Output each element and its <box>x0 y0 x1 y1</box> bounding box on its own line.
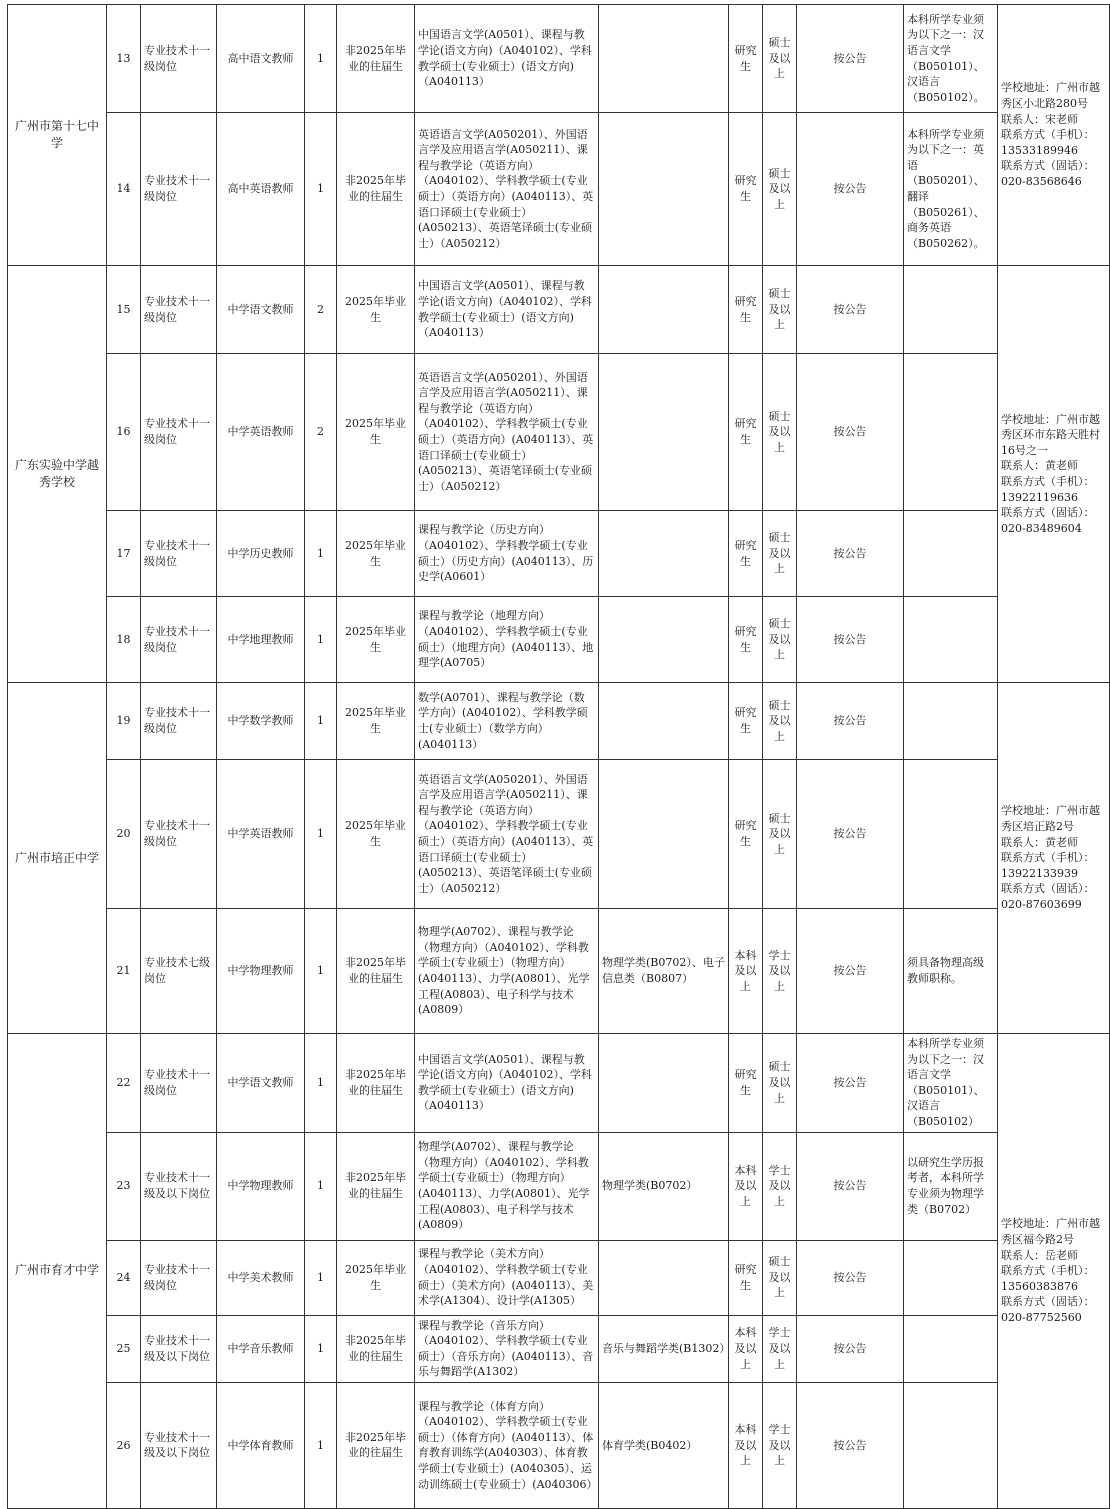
target-applicants: 非2025年毕业的往届生 <box>337 1315 415 1382</box>
school-contact-info: 学校地址：广州市越秀区福今路2号 联系人：岳老师 联系方式（手机）：13560383876 联系方式（固话）：020-87752560 <box>998 1034 1110 1509</box>
position-level: 专业技术十一级岗位 <box>141 266 217 354</box>
position-level: 专业技术十一级岗位 <box>141 113 217 266</box>
education-requirement: 研究生 <box>729 266 763 354</box>
hiring-count: 1 <box>305 1240 337 1315</box>
education-requirement: 研究生 <box>729 113 763 266</box>
other-requirement: 按公告 <box>797 683 904 760</box>
undergraduate-major-requirement: 物理学类(B0702）、电子信息类（B0807） <box>599 909 729 1034</box>
position-name: 高中语文教师 <box>217 5 305 113</box>
position-level: 专业技术十一级及以下岗位 <box>141 1315 217 1382</box>
remarks: 须具备物理高级教师职称。 <box>904 909 998 1034</box>
undergraduate-major-requirement: 音乐与舞蹈学类(B1302） <box>599 1315 729 1382</box>
other-requirement: 按公告 <box>797 1382 904 1508</box>
undergraduate-major-requirement: 体育学类(B0402） <box>599 1382 729 1508</box>
position-level: 专业技术十一级及以下岗位 <box>141 1132 217 1240</box>
other-requirement: 按公告 <box>797 1132 904 1240</box>
undergraduate-major-requirement <box>599 113 729 266</box>
position-level: 专业技术十一级岗位 <box>141 1240 217 1315</box>
undergraduate-major-requirement <box>599 354 729 511</box>
table-row <box>8 760 1110 909</box>
position-name: 中学数学教师 <box>217 683 305 760</box>
position-name: 中学语文教师 <box>217 1034 305 1133</box>
remarks: 以研究生学历报考者，本科所学专业须为物理学类（B0702） <box>904 1132 998 1240</box>
degree-requirement: 硕士及以上 <box>763 760 797 909</box>
undergraduate-major-requirement <box>599 760 729 909</box>
other-requirement: 按公告 <box>797 1315 904 1382</box>
graduate-major-requirement: 中国语言文学(A0501）、课程与教学论(语文方向)（A040102）、学科教学硕士(专业硕士）(语文方向)（A040113） <box>415 5 599 113</box>
recruitment-table <box>7 4 1110 1509</box>
graduate-major-requirement: 英语语言文学(A050201）、外国语言学及应用语言学(A050211）、课程与教学论（英语方向）（A040102）、学科教学硕士(专业硕士）（英语方向）(A040113）、英语口译硕士(专业硕士）(A050213）、英语笔译硕士(专业硕士）（A050212） <box>415 113 599 266</box>
row-number: 17 <box>107 511 141 597</box>
graduate-major-requirement: 课程与教学论（美术方向）（A040102）、学科教学硕士(专业硕士）（美术方向）(A040113）、美术学(A1304）、设计学(A1305） <box>415 1240 599 1315</box>
degree-requirement: 学士及以上 <box>763 909 797 1034</box>
table-row <box>8 354 1110 511</box>
table-row <box>8 1382 1110 1508</box>
degree-requirement: 硕士及以上 <box>763 5 797 113</box>
undergraduate-major-requirement <box>599 597 729 683</box>
graduate-major-requirement: 物理学(A0702）、课程与教学论（物理方向）（A040102）、学科教学硕士(专业硕士）（物理方向）(A040113）、力学(A0801）、光学工程(A0803）、电子科学与技术(A0809） <box>415 909 599 1034</box>
graduate-major-requirement: 数学(A0701）、课程与教学论（数学方向）(A040102）、学科教学硕士(专业硕士）（数学方向）(A040113） <box>415 683 599 760</box>
hiring-count: 1 <box>305 511 337 597</box>
row-number: 18 <box>107 597 141 683</box>
position-level: 专业技术十一级及以下岗位 <box>141 1382 217 1508</box>
graduate-major-requirement: 课程与教学论（地理方向）（A040102）、学科教学硕士(专业硕士）（地理方向）(A040113）、地理学(A0705） <box>415 597 599 683</box>
degree-requirement: 学士及以上 <box>763 1132 797 1240</box>
table-row <box>8 511 1110 597</box>
hiring-count: 1 <box>305 909 337 1034</box>
table-row <box>8 597 1110 683</box>
remarks <box>904 354 998 511</box>
graduate-major-requirement: 课程与教学论（音乐方向）（A040102）、学科教学硕士(专业硕士）（音乐方向）(A040113）、音乐与舞蹈学(A1302） <box>415 1315 599 1382</box>
table-row <box>8 266 1110 354</box>
school-name: 广州市第十七中学 <box>8 5 107 266</box>
other-requirement: 按公告 <box>797 113 904 266</box>
school-contact-info: 学校地址：广州市越秀区环市东路天胜村16号之一 联系人：黄老师 联系方式（手机）：13922119636 联系方式（固话）：020-83489604 <box>998 266 1110 683</box>
hiring-count: 1 <box>305 5 337 113</box>
position-level: 专业技术十一级岗位 <box>141 683 217 760</box>
other-requirement: 按公告 <box>797 909 904 1034</box>
graduate-major-requirement: 中国语言文学(A0501）、课程与教学论(语文方向)（A040102）、学科教学硕士(专业硕士）(语文方向)（A040113） <box>415 266 599 354</box>
school-name: 广东实验中学越秀学校 <box>8 266 107 683</box>
hiring-count: 1 <box>305 1132 337 1240</box>
target-applicants: 非2025年毕业的往届生 <box>337 5 415 113</box>
education-requirement: 本科及以上 <box>729 1132 763 1240</box>
undergraduate-major-requirement <box>599 5 729 113</box>
education-requirement: 本科及以上 <box>729 909 763 1034</box>
row-number: 19 <box>107 683 141 760</box>
undergraduate-major-requirement <box>599 1034 729 1133</box>
position-level: 专业技术十一级岗位 <box>141 1034 217 1133</box>
hiring-count: 1 <box>305 1382 337 1508</box>
education-requirement: 本科及以上 <box>729 1315 763 1382</box>
remarks <box>904 1315 998 1382</box>
target-applicants: 2025年毕业生 <box>337 760 415 909</box>
target-applicants: 非2025年毕业的往届生 <box>337 1132 415 1240</box>
hiring-count: 2 <box>305 266 337 354</box>
other-requirement: 按公告 <box>797 597 904 683</box>
other-requirement: 按公告 <box>797 266 904 354</box>
position-level: 专业技术十一级岗位 <box>141 760 217 909</box>
school-name: 广州市育才中学 <box>8 1034 107 1509</box>
undergraduate-major-requirement: 物理学类(B0702） <box>599 1132 729 1240</box>
target-applicants: 非2025年毕业的往届生 <box>337 909 415 1034</box>
row-number: 25 <box>107 1315 141 1382</box>
position-name: 中学体育教师 <box>217 1382 305 1508</box>
education-requirement: 研究生 <box>729 597 763 683</box>
table-row <box>8 1315 1110 1382</box>
other-requirement: 按公告 <box>797 760 904 909</box>
target-applicants: 非2025年毕业的往届生 <box>337 1034 415 1133</box>
row-number: 26 <box>107 1382 141 1508</box>
undergraduate-major-requirement <box>599 266 729 354</box>
remarks: 本科所学专业须为以下之一：汉语言文学（B050101）、汉语言（B050102）。 <box>904 5 998 113</box>
education-requirement: 本科及以上 <box>729 1382 763 1508</box>
row-number: 21 <box>107 909 141 1034</box>
remarks <box>904 1382 998 1508</box>
undergraduate-major-requirement <box>599 511 729 597</box>
undergraduate-major-requirement <box>599 683 729 760</box>
row-number: 15 <box>107 266 141 354</box>
position-name: 中学美术教师 <box>217 1240 305 1315</box>
position-name: 中学历史教师 <box>217 511 305 597</box>
position-name: 高中英语教师 <box>217 113 305 266</box>
hiring-count: 1 <box>305 597 337 683</box>
other-requirement: 按公告 <box>797 1240 904 1315</box>
remarks <box>904 1240 998 1315</box>
degree-requirement: 学士及以上 <box>763 1382 797 1508</box>
position-name: 中学英语教师 <box>217 760 305 909</box>
other-requirement: 按公告 <box>797 5 904 113</box>
row-number: 20 <box>107 760 141 909</box>
graduate-major-requirement: 课程与教学论（体育方向）（A040102）、学科教学硕士(专业硕士）（体育方向）(A040113）、体育教育训练学(A040303）、体育教学硕士(专业硕士）(A040305）、运动训练硕士(专业硕士）(A040306） <box>415 1382 599 1508</box>
degree-requirement: 硕士及以上 <box>763 266 797 354</box>
graduate-major-requirement: 课程与教学论（历史方向）（A040102）、学科教学硕士(专业硕士）（历史方向）(A040113）、历史学(A0601） <box>415 511 599 597</box>
remarks <box>904 760 998 909</box>
hiring-count: 1 <box>305 760 337 909</box>
target-applicants: 非2025年毕业的往届生 <box>337 113 415 266</box>
row-number: 16 <box>107 354 141 511</box>
graduate-major-requirement: 物理学(A0702）、课程与教学论（物理方向）（A040102）、学科教学硕士(专业硕士）（物理方向）(A040113）、力学(A0801）、光学工程(A0803）、电子科学与技术(A0809） <box>415 1132 599 1240</box>
table-row <box>8 1240 1110 1315</box>
remarks <box>904 597 998 683</box>
education-requirement: 研究生 <box>729 1240 763 1315</box>
remarks: 本科所学专业须为以下之一：汉语言文学（B050101）、汉语言（B050102） <box>904 1034 998 1133</box>
target-applicants: 2025年毕业生 <box>337 511 415 597</box>
graduate-major-requirement: 英语语言文学(A050201）、外国语言学及应用语言学(A050211）、课程与教学论（英语方向）（A040102）、学科教学硕士(专业硕士）（英语方向）(A040113）、英语口译硕士(专业硕士）(A050213）、英语笔译硕士(专业硕士）（A050212） <box>415 760 599 909</box>
other-requirement: 按公告 <box>797 354 904 511</box>
target-applicants: 2025年毕业生 <box>337 1240 415 1315</box>
education-requirement: 研究生 <box>729 511 763 597</box>
school-contact-info: 学校地址：广州市越秀区小北路280号 联系人：宋老师 联系方式（手机）：13533189946 联系方式（固话）：020-83568646 <box>998 5 1110 266</box>
position-level: 专业技术七级岗位 <box>141 909 217 1034</box>
degree-requirement: 硕士及以上 <box>763 683 797 760</box>
degree-requirement: 硕士及以上 <box>763 511 797 597</box>
hiring-count: 1 <box>305 683 337 760</box>
table-row <box>8 5 1110 113</box>
remarks: 本科所学专业须为以下之一：英语（B050201）、翻译（B050261）、商务英语（B050262）。 <box>904 113 998 266</box>
degree-requirement: 硕士及以上 <box>763 113 797 266</box>
table-row <box>8 1132 1110 1240</box>
hiring-count: 1 <box>305 113 337 266</box>
position-level: 专业技术十一级岗位 <box>141 511 217 597</box>
position-name: 中学语文教师 <box>217 266 305 354</box>
degree-requirement: 硕士及以上 <box>763 1240 797 1315</box>
target-applicants: 2025年毕业生 <box>337 266 415 354</box>
hiring-count: 2 <box>305 354 337 511</box>
education-requirement: 研究生 <box>729 5 763 113</box>
row-number: 22 <box>107 1034 141 1133</box>
table-row <box>8 909 1110 1034</box>
degree-requirement: 学士及以上 <box>763 1315 797 1382</box>
target-applicants: 2025年毕业生 <box>337 683 415 760</box>
position-level: 专业技术十一级岗位 <box>141 354 217 511</box>
graduate-major-requirement: 中国语言文学(A0501）、课程与教学论(语文方向)（A040102）、学科教学硕士(专业硕士）(语文方向)（A040113） <box>415 1034 599 1133</box>
school-contact-info: 学校地址：广州市越秀区培正路2号 联系人：黄老师 联系方式（手机）：13922133939 联系方式（固话）：020-87603699 <box>998 683 1110 1034</box>
school-name: 广州市培正中学 <box>8 683 107 1034</box>
position-name: 中学物理教师 <box>217 909 305 1034</box>
row-number: 14 <box>107 113 141 266</box>
table-body <box>8 5 1110 1509</box>
degree-requirement: 硕士及以上 <box>763 1034 797 1133</box>
row-number: 23 <box>107 1132 141 1240</box>
target-applicants: 2025年毕业生 <box>337 354 415 511</box>
remarks <box>904 266 998 354</box>
hiring-count: 1 <box>305 1034 337 1133</box>
target-applicants: 2025年毕业生 <box>337 597 415 683</box>
remarks <box>904 511 998 597</box>
position-name: 中学音乐教师 <box>217 1315 305 1382</box>
hiring-count: 1 <box>305 1315 337 1382</box>
other-requirement: 按公告 <box>797 1034 904 1133</box>
remarks <box>904 683 998 760</box>
table-row <box>8 113 1110 266</box>
degree-requirement: 硕士及以上 <box>763 597 797 683</box>
position-name: 中学物理教师 <box>217 1132 305 1240</box>
target-applicants: 非2025年毕业的往届生 <box>337 1382 415 1508</box>
position-level: 专业技术十一级岗位 <box>141 597 217 683</box>
row-number: 13 <box>107 5 141 113</box>
degree-requirement: 硕士及以上 <box>763 354 797 511</box>
undergraduate-major-requirement <box>599 1240 729 1315</box>
table-row <box>8 683 1110 760</box>
row-number: 24 <box>107 1240 141 1315</box>
graduate-major-requirement: 英语语言文学(A050201）、外国语言学及应用语言学(A050211）、课程与教学论（英语方向）（A040102）、学科教学硕士(专业硕士）（英语方向）(A040113）、英语口译硕士(专业硕士）(A050213）、英语笔译硕士(专业硕士）（A050212） <box>415 354 599 511</box>
table-row <box>8 1034 1110 1133</box>
other-requirement: 按公告 <box>797 511 904 597</box>
education-requirement: 研究生 <box>729 1034 763 1133</box>
position-name: 中学地理教师 <box>217 597 305 683</box>
position-level: 专业技术十一级岗位 <box>141 5 217 113</box>
education-requirement: 研究生 <box>729 760 763 909</box>
education-requirement: 研究生 <box>729 354 763 511</box>
position-name: 中学英语教师 <box>217 354 305 511</box>
education-requirement: 研究生 <box>729 683 763 760</box>
